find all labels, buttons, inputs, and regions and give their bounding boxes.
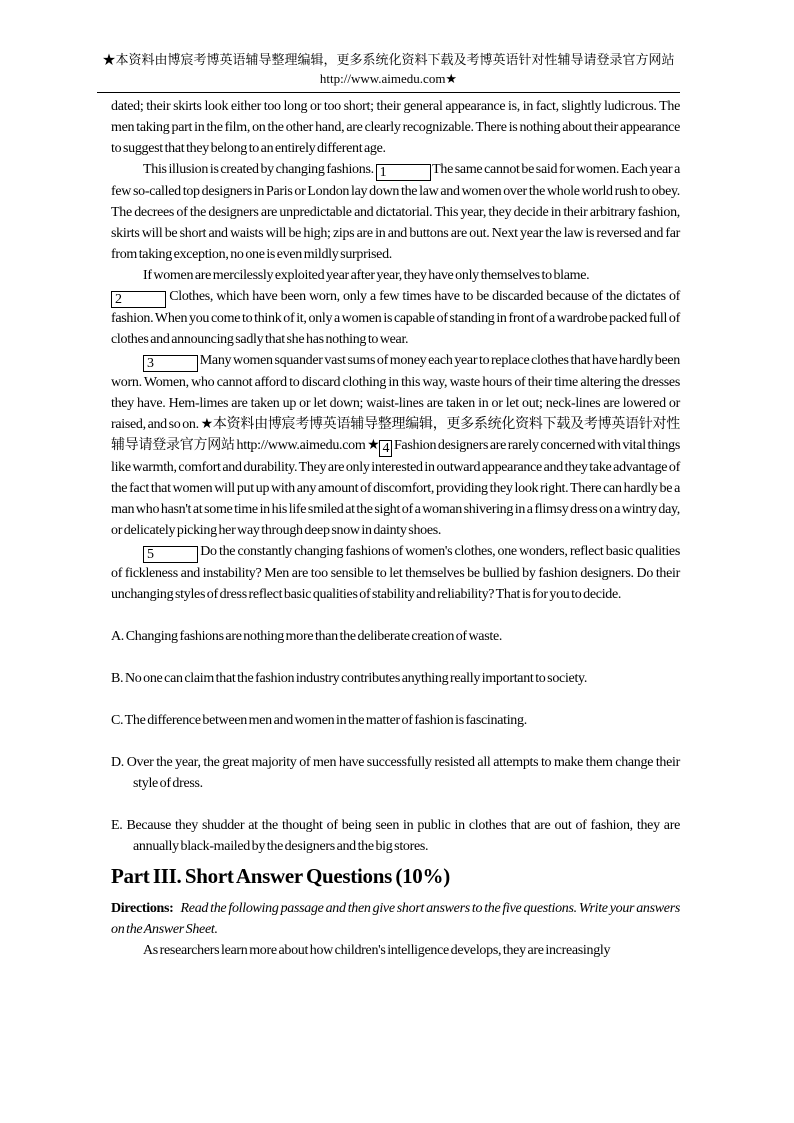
directions-label: Directions: (111, 901, 174, 916)
gap-box-5-number: 5 (147, 547, 154, 562)
gap-box-2 (111, 291, 166, 308)
paragraph-2-text-after: The same cannot be said for women. Each year a few so-called top designers in Paris or London lay down the law and women over the whole world rush to obey. The decrees of the designers are unpredictable and dictatorial. This year, they decide in their arbitrary fashion, skirts will be short and waists will be high; zips are in and buttons are out. Next year the law is reversed and far from taking exception, no one is even mildly surprised. (111, 162, 680, 262)
passage-paragraph-3: If women are mercilessly exploited year after year, they have only themselves to blame. (143, 268, 590, 283)
gap-box-1 (376, 164, 431, 181)
directions-paragraph (111, 898, 680, 940)
gap-box-3 (143, 355, 198, 372)
option-e: E. Because they shudder at the thought of being seen in public in clothes that are out of fashion, they are annually black-mailed by the designers and the big stores. (111, 818, 680, 854)
passage-body (111, 96, 680, 961)
option-b: B. No one can claim that the fashion industry contributes anything really important to society. (111, 671, 588, 686)
gap-box-4 (379, 440, 392, 457)
part3-passage-intro: As researchers learn more about how children's intelligence develops, they are increasingly (143, 943, 611, 958)
paragraph-2-text-before: This illusion is created by changing fashions. (143, 162, 376, 177)
gap-box-5 (143, 546, 198, 563)
gap-box-3-number: 3 (147, 356, 154, 371)
header-url: http://www.aimedu.com★ (319, 71, 458, 86)
option-a: A. Changing fashions are nothing more than the deliberate creation of waste. (111, 629, 503, 644)
gap-box-1-number: 1 (379, 165, 387, 180)
option-d: D. Over the year, the great majority of men have successfully resisted all attempts to make them change their style of dress. (111, 755, 680, 791)
inline-watermark: ★本资料由博宸考博英语辅导整理编辑，更多系统化资料下载及考博英语针对性辅导请登录官方网站 http://www.aimedu.com ★ (111, 417, 680, 453)
header-watermark-line: ★本资料由博宸考博英语辅导整理编辑，更多系统化资料下载及考博英语针对性辅导请登录官方网站 (102, 52, 675, 67)
gap-box-2-number: 2 (115, 292, 122, 307)
passage-paragraph-1: dated; their skirts look either too long or too short; their general appearance is, in fact, slightly ludicrous. The men taking part in the film, on the other hand, are clearly recognizable. There is nothing about their appearance to suggest that they belong to an entirely different age. (111, 99, 680, 156)
passage-paragraph-4 (111, 286, 680, 350)
section-heading-part3: Part III. Short Answer Questions (10%) (111, 864, 450, 888)
passage-paragraph-2 (111, 159, 680, 265)
document-header (97, 50, 680, 93)
directions-text: Read the following passage and then give short answers to the five questions. Write your answers on the Answer Sheet. (111, 901, 680, 937)
paragraph-6-text: Do the constantly changing fashions of women's clothes, one wonders, reflect basic qualities of fickleness and instability? Men are too sensible to let themselves be bullied by fashion designers. Do their unchanging styles of dress reflect basic qualities of stability and reliability? That is for you to decide. (111, 544, 680, 602)
passage-paragraph-6 (111, 541, 680, 605)
paragraph-5-text-1: Many women squander vast sums of money each year to replace clothes that have hardly been worn. Women, who cannot afford to discard clothing in this way, waste hours of their time altering the dresses they have. Hem-limes are taken up or let down; waist-lines are taken in or let out; neck-lines are lowered or raised, and so on. (111, 353, 680, 432)
answer-options-list (111, 626, 680, 857)
paragraph-5-text-2: Fashion designers are rarely concerned with vital things like warmth, comfort and durability. They are only interested in outward appearance and they take advantage of the fact that women will put up with any amount of discomfort, providing they look right. There can hardly be a man who hasn't at some time in his life smiled at the sight of a woman shivering in a flimsy dress on a wintry day, or delicately picking her way through deep snow in dainty shoes. (111, 438, 680, 538)
option-c: C. The difference between men and women in the matter of fashion is fascinating. (111, 713, 527, 728)
gap-box-4-number: 4 (382, 441, 390, 456)
paragraph-4-text: Clothes, which have been worn, only a few times have to be discarded because of the dictates of fashion. When you come to think of it, only a women is capable of standing in front of a wardrobe packed full of clothes and announcing sadly that she has nothing to wear. (111, 289, 680, 347)
passage-paragraph-5 (111, 350, 680, 541)
